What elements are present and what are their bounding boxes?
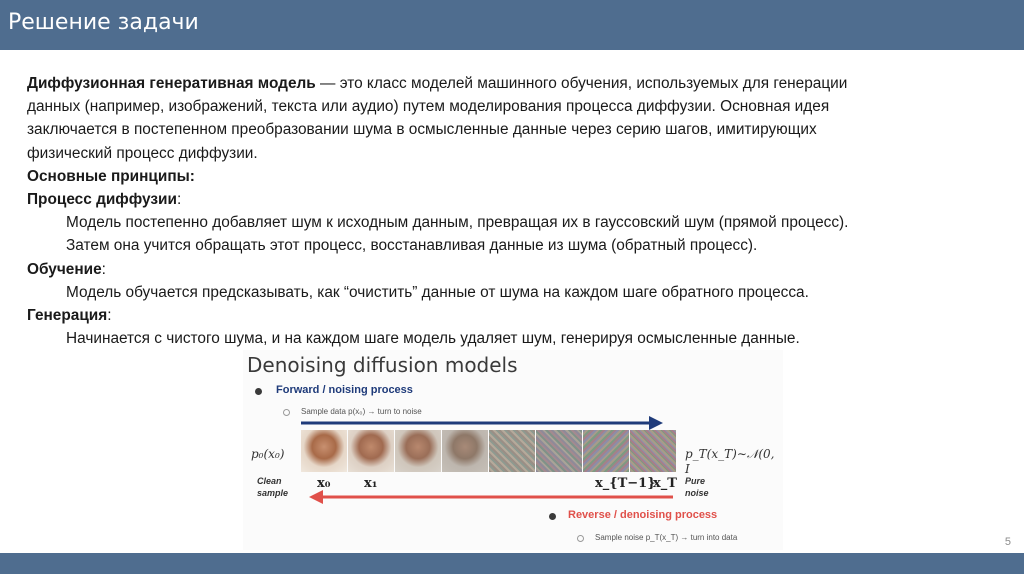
pure-label-1: Pure bbox=[685, 476, 706, 486]
header-bar bbox=[0, 0, 1024, 50]
intro-line-2: данных (например, изображений, текста или аудио) путем моделирования процесса диффузии. Основная идея bbox=[27, 98, 830, 116]
generation-colon: : bbox=[107, 307, 112, 325]
figure-title: Denoising diffusion models bbox=[247, 353, 518, 377]
slide-title: Решение задачи bbox=[8, 10, 199, 35]
diffusion-line-1: Модель постепенно добавляет шум к исходным данным, превращая их в гауссовский шум (прямой процесс). bbox=[66, 214, 849, 232]
diffusion-colon: : bbox=[176, 191, 182, 209]
image-x3 bbox=[442, 430, 488, 472]
forward-arrow-head bbox=[649, 416, 663, 430]
pT-label: p_T(x_T)∼𝒩(0, I bbox=[685, 447, 775, 476]
generation-heading: Генерация bbox=[27, 307, 108, 325]
reverse-note: Sample noise p_T(x_T) → turn into data bbox=[595, 533, 738, 542]
image-x0 bbox=[301, 430, 347, 472]
training-heading: Обучение bbox=[27, 260, 102, 278]
intro-line-4: физический процесс диффузии. bbox=[27, 144, 258, 162]
image-x5 bbox=[536, 430, 582, 472]
intro-text-1: — это класс моделей машинного обучения, используемых для генерации bbox=[315, 75, 848, 92]
x0-label: x₀ bbox=[317, 476, 331, 491]
intro-line-1 bbox=[27, 72, 997, 95]
generation-heading-line bbox=[27, 304, 997, 327]
footer-bar bbox=[0, 553, 1024, 574]
diffusion-heading-line bbox=[27, 188, 997, 211]
reverse-label: Reverse / denoising process bbox=[568, 509, 718, 521]
x1-label: x₁ bbox=[364, 476, 378, 491]
page-number: 5 bbox=[1004, 536, 1011, 548]
forward-note: Sample data p(x₀) → turn to noise bbox=[301, 407, 422, 416]
clean-label-1: Clean bbox=[257, 476, 282, 486]
intro-term: Диффузионная генеративная модель bbox=[27, 75, 316, 92]
diffusion-heading: Процесс диффузии bbox=[27, 191, 177, 209]
generation-line: Начинается с чистого шума, и на каждом шаге модель удаляет шум, генерируя осмысленные данные. bbox=[66, 330, 800, 348]
image-x1 bbox=[348, 430, 394, 472]
reverse-note-bullet bbox=[577, 535, 584, 542]
diffusion-line-2: Затем она учится обращать этот процесс, восстанавливая данные из шума (обратный процесс). bbox=[66, 237, 758, 255]
training-heading-line bbox=[27, 258, 997, 281]
clean-label-2: sample bbox=[257, 488, 289, 498]
reverse-bullet bbox=[549, 513, 556, 520]
image-x2 bbox=[395, 430, 441, 472]
xT-label: x_T bbox=[653, 476, 677, 491]
xT1-label: x_{T−1} bbox=[595, 476, 656, 491]
diffusion-figure bbox=[243, 350, 783, 550]
reverse-arrow-head bbox=[309, 490, 323, 504]
pure-label-2: noise bbox=[685, 488, 709, 498]
image-x4 bbox=[489, 430, 535, 472]
forward-label: Forward / noising process bbox=[276, 384, 413, 396]
principles-heading: Основные принципы: bbox=[27, 167, 195, 185]
intro-line-3: заключается в постепенном преобразовании шума в осмысленные данные через серию шагов, имитирующих bbox=[27, 121, 817, 139]
image-xT1 bbox=[583, 430, 629, 472]
training-line: Модель обучается предсказывать, как “очистить” данные от шума на каждом шаге обратного процесса. bbox=[66, 283, 809, 301]
slide-body bbox=[27, 72, 997, 350]
p0-label: p₀(x₀) bbox=[251, 447, 285, 461]
image-xT bbox=[630, 430, 676, 472]
training-colon: : bbox=[101, 260, 106, 278]
